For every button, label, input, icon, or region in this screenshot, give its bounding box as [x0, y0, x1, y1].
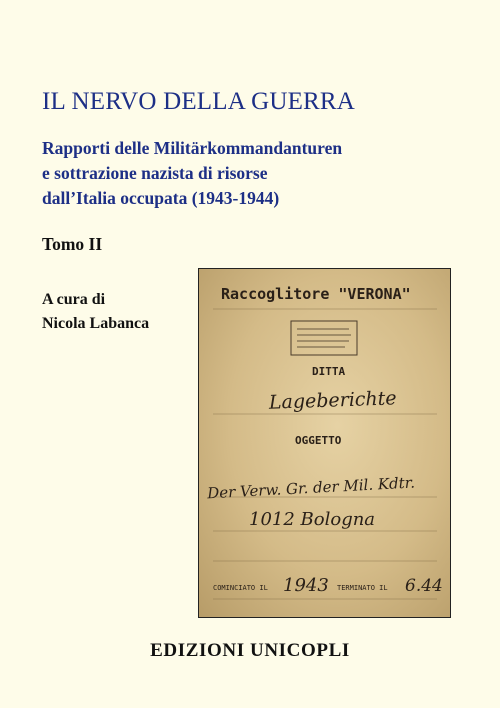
- subtitle-line: e sottrazione nazista di risorse: [42, 163, 268, 183]
- folder-title: Raccoglitore "VERONA": [221, 285, 411, 303]
- oggetto-label: OGGETTO: [295, 434, 342, 447]
- cominciato-label: COMINCIATO IL: [213, 584, 268, 592]
- volume-label: Tomo II: [42, 234, 103, 254]
- terminato-label: TERMINATO IL: [337, 584, 388, 592]
- subtitle-line: Rapporti delle Militärkommandanturen: [42, 138, 343, 158]
- subtitle-line: dall’Italia occupata (1943-1944): [42, 188, 280, 208]
- archive-stamp: [291, 321, 357, 355]
- book-title: IL NERVO DELLA GUERRA: [42, 88, 356, 115]
- folder-illustration: [199, 269, 450, 617]
- ditta-label: DITTA: [312, 365, 346, 378]
- editor-block: [42, 288, 149, 336]
- archive-folder-photo: [198, 268, 451, 618]
- book-subtitle: [42, 136, 342, 211]
- publisher-name: EDIZIONI UNICOPLI: [150, 640, 350, 661]
- ditta-value: Lageberichte: [268, 387, 397, 414]
- oggetto-line-1: Der Verw. Gr. der Mil. Kdtr.: [206, 473, 416, 503]
- editor-name: Nicola Labanca: [42, 315, 150, 332]
- oggetto-line-2: 1012 Bologna: [249, 509, 376, 530]
- cominciato-value: 1943: [283, 575, 329, 596]
- terminato-value: 6.44: [405, 576, 443, 596]
- editor-prefix: A cura di: [42, 291, 106, 308]
